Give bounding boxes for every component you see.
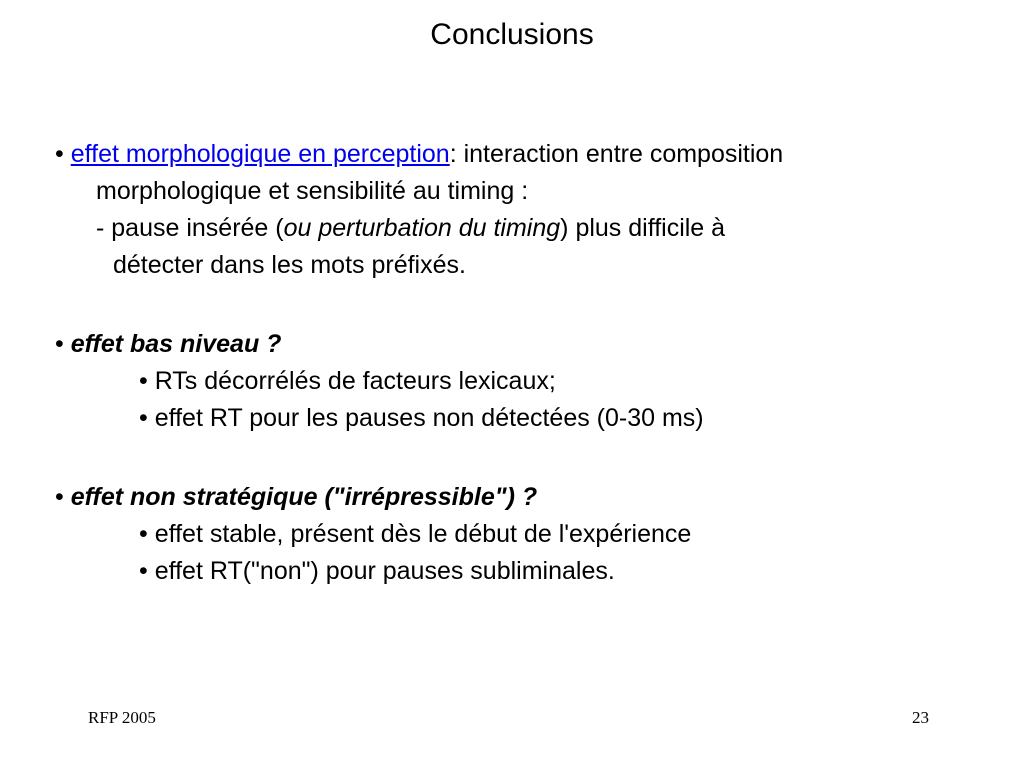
bullet-2-sub-2: • effet RT pour les pauses non détectées (0-30 ms) bbox=[139, 404, 704, 432]
perception-link[interactable]: effet morphologique en perception bbox=[70, 140, 450, 168]
slide-title: Conclusions bbox=[430, 18, 594, 51]
bullet-1-line-2: morphologique et sensibilité au timing : bbox=[96, 177, 529, 205]
timing-italic-text: ou perturbation du timing bbox=[283, 214, 561, 242]
bullet-3-sub-1: • effet stable, présent dès le début de l'expérience bbox=[139, 520, 692, 548]
difficulty-text: ) plus difficile à bbox=[560, 214, 726, 242]
bullet-2-heading-line bbox=[55, 326, 995, 363]
bullet-marker: • bbox=[55, 483, 64, 511]
bullet-1-line-3 bbox=[55, 210, 995, 247]
bullet-2-sub-1: • RTs décorrélés de facteurs lexicaux; bbox=[139, 367, 556, 395]
bullet-marker: • bbox=[55, 330, 64, 358]
bullet-marker: • bbox=[55, 140, 64, 168]
slide-body bbox=[55, 136, 995, 590]
bullet-2-heading: effet bas niveau ? bbox=[70, 330, 282, 358]
bullet-3-sub-2: • effet RT("non") pour pauses subliminales. bbox=[139, 557, 615, 585]
footer-page-number: 23 bbox=[912, 708, 929, 727]
bullet-1-line-1 bbox=[55, 136, 995, 173]
spacer bbox=[55, 437, 995, 479]
footer-conference: RFP 2005 bbox=[88, 708, 156, 727]
bullet-3-heading-line bbox=[55, 479, 995, 516]
bullet-1-text: : interaction entre composition bbox=[449, 140, 784, 168]
pause-text: - pause insérée ( bbox=[96, 214, 284, 242]
spacer bbox=[55, 284, 995, 326]
bullet-3-heading: effet non stratégique ("irrépressible") ? bbox=[70, 483, 538, 511]
bullet-1-line-4: détecter dans les mots préfixés. bbox=[113, 251, 466, 279]
